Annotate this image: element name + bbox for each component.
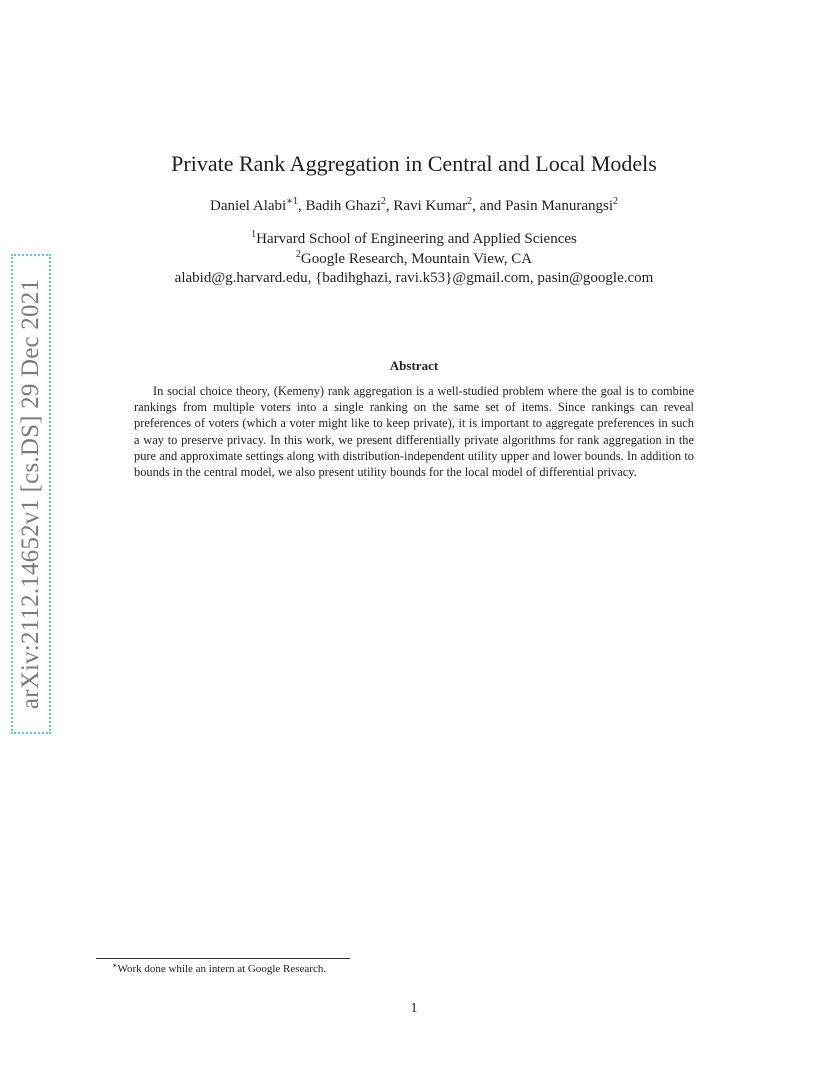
author-emails: alabid@g.harvard.edu, {badihghazi, ravi.k53}@gmail.com, pasin@google.com bbox=[174, 270, 654, 286]
footnote-divider bbox=[96, 958, 350, 959]
footnote-mark: ∗ bbox=[112, 961, 118, 970]
affiliation-text: Harvard School of Engineering and Applied Sciences bbox=[256, 231, 577, 247]
author-separator: , bbox=[298, 198, 306, 214]
author-name: Ravi Kumar bbox=[393, 198, 468, 214]
author-mark: 2 bbox=[380, 196, 386, 207]
author-mark: ∗1 bbox=[286, 196, 299, 207]
affiliation-mark: 1 bbox=[251, 229, 257, 240]
footnote-text: Work done while an intern at Google Research. bbox=[117, 963, 327, 975]
author-name: Pasin Manurangsi bbox=[505, 198, 613, 214]
author-list bbox=[0, 198, 828, 215]
arxiv-identifier: arXiv:2112.14652v1 [cs.DS] 29 Dec 2021 bbox=[17, 278, 44, 710]
affiliation-text: Google Research, Mountain View, CA bbox=[300, 251, 533, 267]
page-number: 1 bbox=[410, 1001, 418, 1016]
affiliation-mark: 2 bbox=[295, 249, 301, 260]
author-separator: , and bbox=[472, 198, 506, 214]
author-name: Badih Ghazi bbox=[305, 198, 381, 214]
affiliation bbox=[0, 231, 828, 248]
abstract-heading: Abstract bbox=[389, 358, 439, 373]
author-name: Daniel Alabi bbox=[209, 198, 287, 214]
abstract-body: In social choice theory, (Kemeny) rank aggregation is a well-studied problem where the goal is to combine rankings from multiple voters into a single ranking on the same set of items. Since rankings can reveal preferences of voters (which a voter might like to keep private), it is important to aggregate preferences in such a way to preserve privacy. In this work, we present differentially private algorithms for rank aggregation in the pure and approximate settings along with distribution-independent utility upper and lower bounds. In addition to bounds in the central model, we also present utility bounds for the local model of differential privacy. bbox=[134, 384, 694, 480]
paper-title: Private Rank Aggregation in Central and Local Models bbox=[171, 151, 657, 176]
affiliation bbox=[0, 251, 828, 268]
author-mark: 2 bbox=[467, 196, 473, 207]
author-separator: , bbox=[385, 198, 394, 214]
footnote bbox=[112, 963, 326, 975]
arxiv-stamp bbox=[11, 254, 51, 734]
author-mark: 2 bbox=[613, 196, 618, 207]
